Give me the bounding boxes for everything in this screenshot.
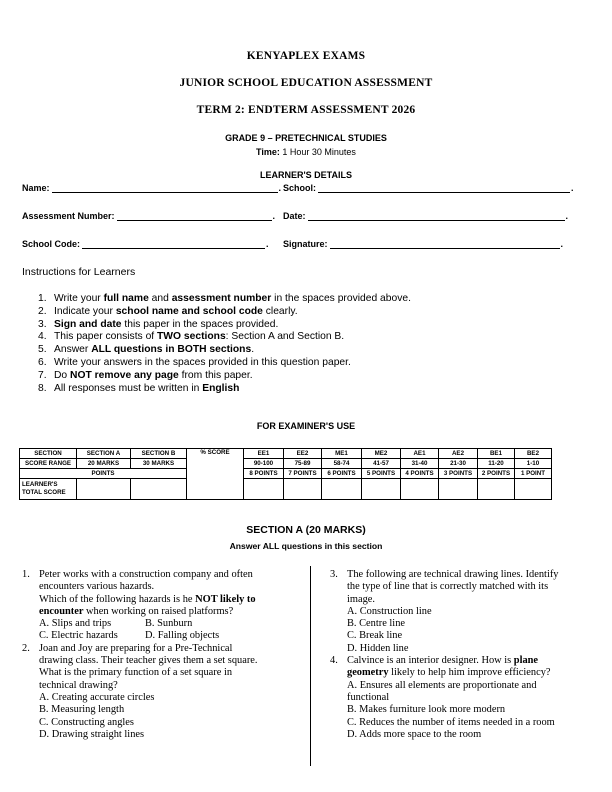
emphasis-text: encounter — [39, 605, 84, 617]
option[interactable]: A. Construction line — [347, 605, 432, 617]
level-score-cell[interactable] — [515, 479, 552, 500]
question-text-line: Joan and Joy are preparing for a Pre-Technical — [39, 642, 233, 654]
option[interactable]: D. Adds more space to the room — [347, 728, 482, 740]
level-points: 7 POINTS — [284, 469, 322, 479]
examiner-score-table — [19, 448, 552, 500]
section-a-title: SECTION A (20 MARKS) — [246, 524, 366, 536]
section-a-subtitle: Answer ALL questions in this section — [229, 541, 383, 551]
learner-total-label: LEARNER'S TOTAL SCORE — [20, 479, 77, 500]
level-range: 1-10 — [515, 459, 552, 469]
signature-field[interactable] — [283, 239, 563, 249]
level-score-cell[interactable] — [244, 479, 284, 500]
plain-text: clearly. — [262, 305, 298, 317]
option[interactable]: C. Break line — [347, 630, 403, 642]
instruction-text — [54, 319, 278, 330]
points-label: POINTS — [20, 469, 187, 479]
plain-text: All responses must be written in — [54, 382, 203, 394]
instruction-text — [54, 344, 254, 355]
plain-text: Do — [54, 369, 71, 381]
assessment-number-line[interactable] — [117, 211, 272, 221]
question-number: 2. — [22, 642, 30, 654]
question-text-line: image. — [347, 593, 375, 605]
option-continuation: functional — [347, 691, 390, 703]
grade-subject: GRADE 9 – PRETECHNICAL STUDIES — [225, 133, 387, 143]
option-row — [39, 630, 304, 642]
instructions-list — [38, 293, 411, 395]
school-code-label: School Code: — [22, 239, 80, 249]
emphasis-text: NOT likely to — [195, 593, 256, 605]
instruction-number: 7. — [38, 369, 47, 381]
level-code: EE1 — [244, 449, 284, 459]
level-score-cell[interactable] — [322, 479, 362, 500]
instruction-item — [38, 370, 411, 383]
school-line[interactable] — [318, 183, 570, 193]
instruction-text — [54, 331, 344, 342]
plain-text: . — [251, 344, 255, 356]
question-number: 1. — [22, 569, 30, 580]
option[interactable]: D. Hidden line — [347, 642, 409, 654]
level-code: ME2 — [362, 449, 401, 459]
section-b-header: SECTION B — [131, 449, 187, 459]
level-points: 6 POINTS — [322, 469, 362, 479]
option[interactable]: C. Constructing angles — [39, 716, 134, 728]
emphasis-text: NOT remove any page — [70, 369, 179, 381]
question-text-line: What is the primary function of a set square in — [39, 667, 233, 679]
assessment-number-end-dot: . — [272, 211, 276, 221]
table-row — [20, 449, 552, 459]
school-end-dot: . — [571, 183, 574, 193]
emphasis-text: English — [202, 382, 240, 394]
instruction-item — [38, 306, 411, 319]
question-3 — [330, 569, 592, 655]
level-range: 11-20 — [478, 459, 515, 469]
plain-text: This paper consists of — [54, 331, 158, 343]
level-points: 5 POINTS — [362, 469, 401, 479]
name-line[interactable] — [52, 183, 278, 193]
percent-score-cell[interactable]: % SCORE — [187, 449, 244, 500]
school-code-end-dot: . — [266, 239, 269, 249]
level-range: 75-89 — [284, 459, 322, 469]
level-score-cell[interactable] — [478, 479, 515, 500]
plain-text: : Section A and Section B. — [225, 331, 345, 343]
option[interactable]: B. Centre line — [347, 618, 406, 630]
option[interactable]: B. Makes furniture look more modern — [347, 704, 506, 716]
plain-text: when working on raised platforms? — [83, 605, 234, 617]
signature-label: Signature: — [283, 239, 328, 249]
option[interactable]: A. Creating accurate circles — [39, 691, 155, 703]
question-text-line: technical drawing? — [39, 679, 118, 691]
level-score-cell[interactable] — [284, 479, 322, 500]
option[interactable]: C. Reduces the number of items needed in a room — [347, 716, 555, 728]
level-points: 1 POINT — [515, 469, 552, 479]
time-line — [0, 147, 612, 157]
plain-text: in the spaces provided above. — [271, 293, 411, 304]
left-column — [22, 569, 304, 741]
term-title: TERM 2: ENDTERM ASSESSMENT 2026 — [196, 104, 416, 116]
option[interactable]: A. Slips and trips — [39, 618, 112, 630]
level-range: 58-74 — [322, 459, 362, 469]
plain-text: Write your — [54, 293, 104, 304]
name-end-dot: . — [278, 183, 282, 193]
level-code: BE2 — [515, 449, 552, 459]
emphasis-text: plane — [513, 655, 539, 667]
question-stem — [39, 594, 304, 606]
learner-details-heading: LEARNER'S DETAILS — [260, 170, 352, 180]
school-code-field[interactable] — [22, 239, 269, 249]
instruction-item — [38, 357, 411, 370]
level-range: 21-30 — [439, 459, 478, 469]
table-row — [20, 459, 552, 469]
emphasis-text: TWO sections — [157, 331, 226, 343]
assessment-number-field[interactable] — [22, 211, 275, 221]
table-row — [20, 469, 552, 479]
option[interactable]: B. Sunburn — [145, 618, 193, 630]
instruction-number: 8. — [38, 382, 47, 394]
date-line[interactable] — [308, 211, 565, 221]
option[interactable]: B. Measuring length — [39, 704, 125, 716]
question-1 — [22, 569, 304, 643]
instruction-text — [54, 370, 253, 381]
level-points: 8 POINTS — [244, 469, 284, 479]
table-row — [20, 479, 552, 500]
question-number: 4. — [330, 655, 338, 667]
question-stem — [347, 667, 592, 679]
emphasis-text: assessment number — [171, 293, 272, 304]
instruction-item — [38, 293, 411, 306]
date-field[interactable] — [283, 211, 568, 221]
signature-line[interactable] — [330, 239, 560, 249]
option[interactable]: D. Drawing straight lines — [39, 728, 145, 740]
plain-text: from this paper. — [178, 369, 253, 381]
instruction-item — [38, 319, 411, 332]
name-field[interactable] — [22, 183, 281, 193]
question-text-line: encounters various hazards. — [39, 581, 155, 593]
plain-text: Which of the following hazards is he — [39, 593, 196, 605]
date-label: Date: — [283, 211, 306, 221]
option[interactable]: C. Electric hazards — [39, 630, 118, 642]
option-row — [39, 618, 304, 630]
instruction-number: 4. — [38, 331, 47, 343]
instruction-text — [54, 357, 351, 368]
emphasis-text: school name and school code — [115, 305, 263, 317]
option[interactable]: D. Falling objects — [145, 630, 220, 642]
instruction-number: 5. — [38, 344, 47, 356]
instruction-number: 1. — [38, 293, 47, 304]
instruction-text — [54, 293, 411, 304]
emphasis-text: ALL questions in BOTH sections — [91, 344, 252, 356]
instruction-item — [38, 331, 411, 344]
question-text-line: drawing class. Their teacher gives them a set square. — [39, 655, 258, 667]
section-b-marks: 30 MARKS — [131, 459, 187, 469]
question-text-line: the type of line that is correctly matched with its — [347, 581, 549, 593]
school-field[interactable] — [283, 183, 574, 193]
school-label: School: — [283, 183, 316, 193]
plain-text: Write your answers in the spaces provided in this question paper. — [54, 356, 351, 368]
right-column — [330, 569, 592, 741]
instruction-number: 6. — [38, 356, 47, 368]
section-b-score-cell[interactable] — [131, 479, 187, 500]
section-a-header: SECTION A — [77, 449, 131, 459]
level-score-cell[interactable] — [362, 479, 401, 500]
plain-text: Answer — [54, 344, 92, 356]
emphasis-text: Sign and date — [54, 318, 122, 330]
time-label: Time: — [256, 147, 280, 157]
instruction-number: 3. — [38, 318, 47, 330]
plain-text: and — [148, 293, 172, 304]
question-stem — [39, 606, 304, 618]
question-2 — [22, 643, 304, 741]
section-a-score-cell[interactable] — [77, 479, 131, 500]
level-score-cell[interactable] — [439, 479, 478, 500]
level-code: ME1 — [322, 449, 362, 459]
question-text-line: The following are technical drawing lines. Identify — [347, 569, 559, 580]
signature-end-dot: . — [560, 239, 564, 249]
emphasis-text: geometry — [347, 667, 389, 679]
emphasis-text: full name — [103, 293, 149, 304]
level-code: BE1 — [478, 449, 515, 459]
plain-text: likely to help him improve efficiency? — [388, 667, 551, 679]
level-score-cell[interactable] — [401, 479, 439, 500]
examiner-use-title: FOR EXAMINER'S USE — [256, 421, 356, 431]
assessment-number-label: Assessment Number: — [22, 211, 115, 221]
score-range-label: SCORE RANGE — [20, 459, 77, 469]
section-header: SECTION — [20, 449, 77, 459]
instruction-text — [54, 306, 298, 317]
plain-text: Calvince is an interior designer. How is — [347, 655, 514, 667]
school-code-line[interactable] — [82, 239, 265, 249]
level-range: 31-40 — [401, 459, 439, 469]
level-points: 4 POINTS — [401, 469, 439, 479]
question-stem — [347, 655, 592, 667]
plain-text: this paper in the spaces provided. — [121, 318, 279, 330]
instruction-text — [54, 383, 239, 394]
level-range: 41-57 — [362, 459, 401, 469]
assessment-title: JUNIOR SCHOOL EDUCATION ASSESSMENT — [179, 77, 433, 89]
section-a-marks: 20 MARKS — [77, 459, 131, 469]
level-code: AE2 — [439, 449, 478, 459]
instructions-title: Instructions for Learners — [22, 266, 136, 278]
plain-text: Indicate your — [54, 305, 116, 317]
column-divider — [310, 566, 311, 766]
level-code: EE2 — [284, 449, 322, 459]
date-end-dot: . — [565, 211, 569, 221]
org-title: KENYAPLEX EXAMS — [246, 50, 366, 62]
time-value: 1 Hour 30 Minutes — [279, 147, 356, 157]
level-range: 90-100 — [244, 459, 284, 469]
level-points: 2 POINTS — [478, 469, 515, 479]
question-4 — [330, 655, 592, 741]
instruction-number: 2. — [38, 305, 47, 317]
question-number: 3. — [330, 569, 338, 580]
instruction-item — [38, 383, 411, 396]
question-text-line: Peter works with a construction company and often — [39, 569, 253, 580]
level-code: AE1 — [401, 449, 439, 459]
instruction-item — [38, 344, 411, 357]
name-label: Name: — [22, 183, 50, 193]
level-points: 3 POINTS — [439, 469, 478, 479]
option[interactable]: A. Ensures all elements are proportionate and — [347, 679, 537, 691]
